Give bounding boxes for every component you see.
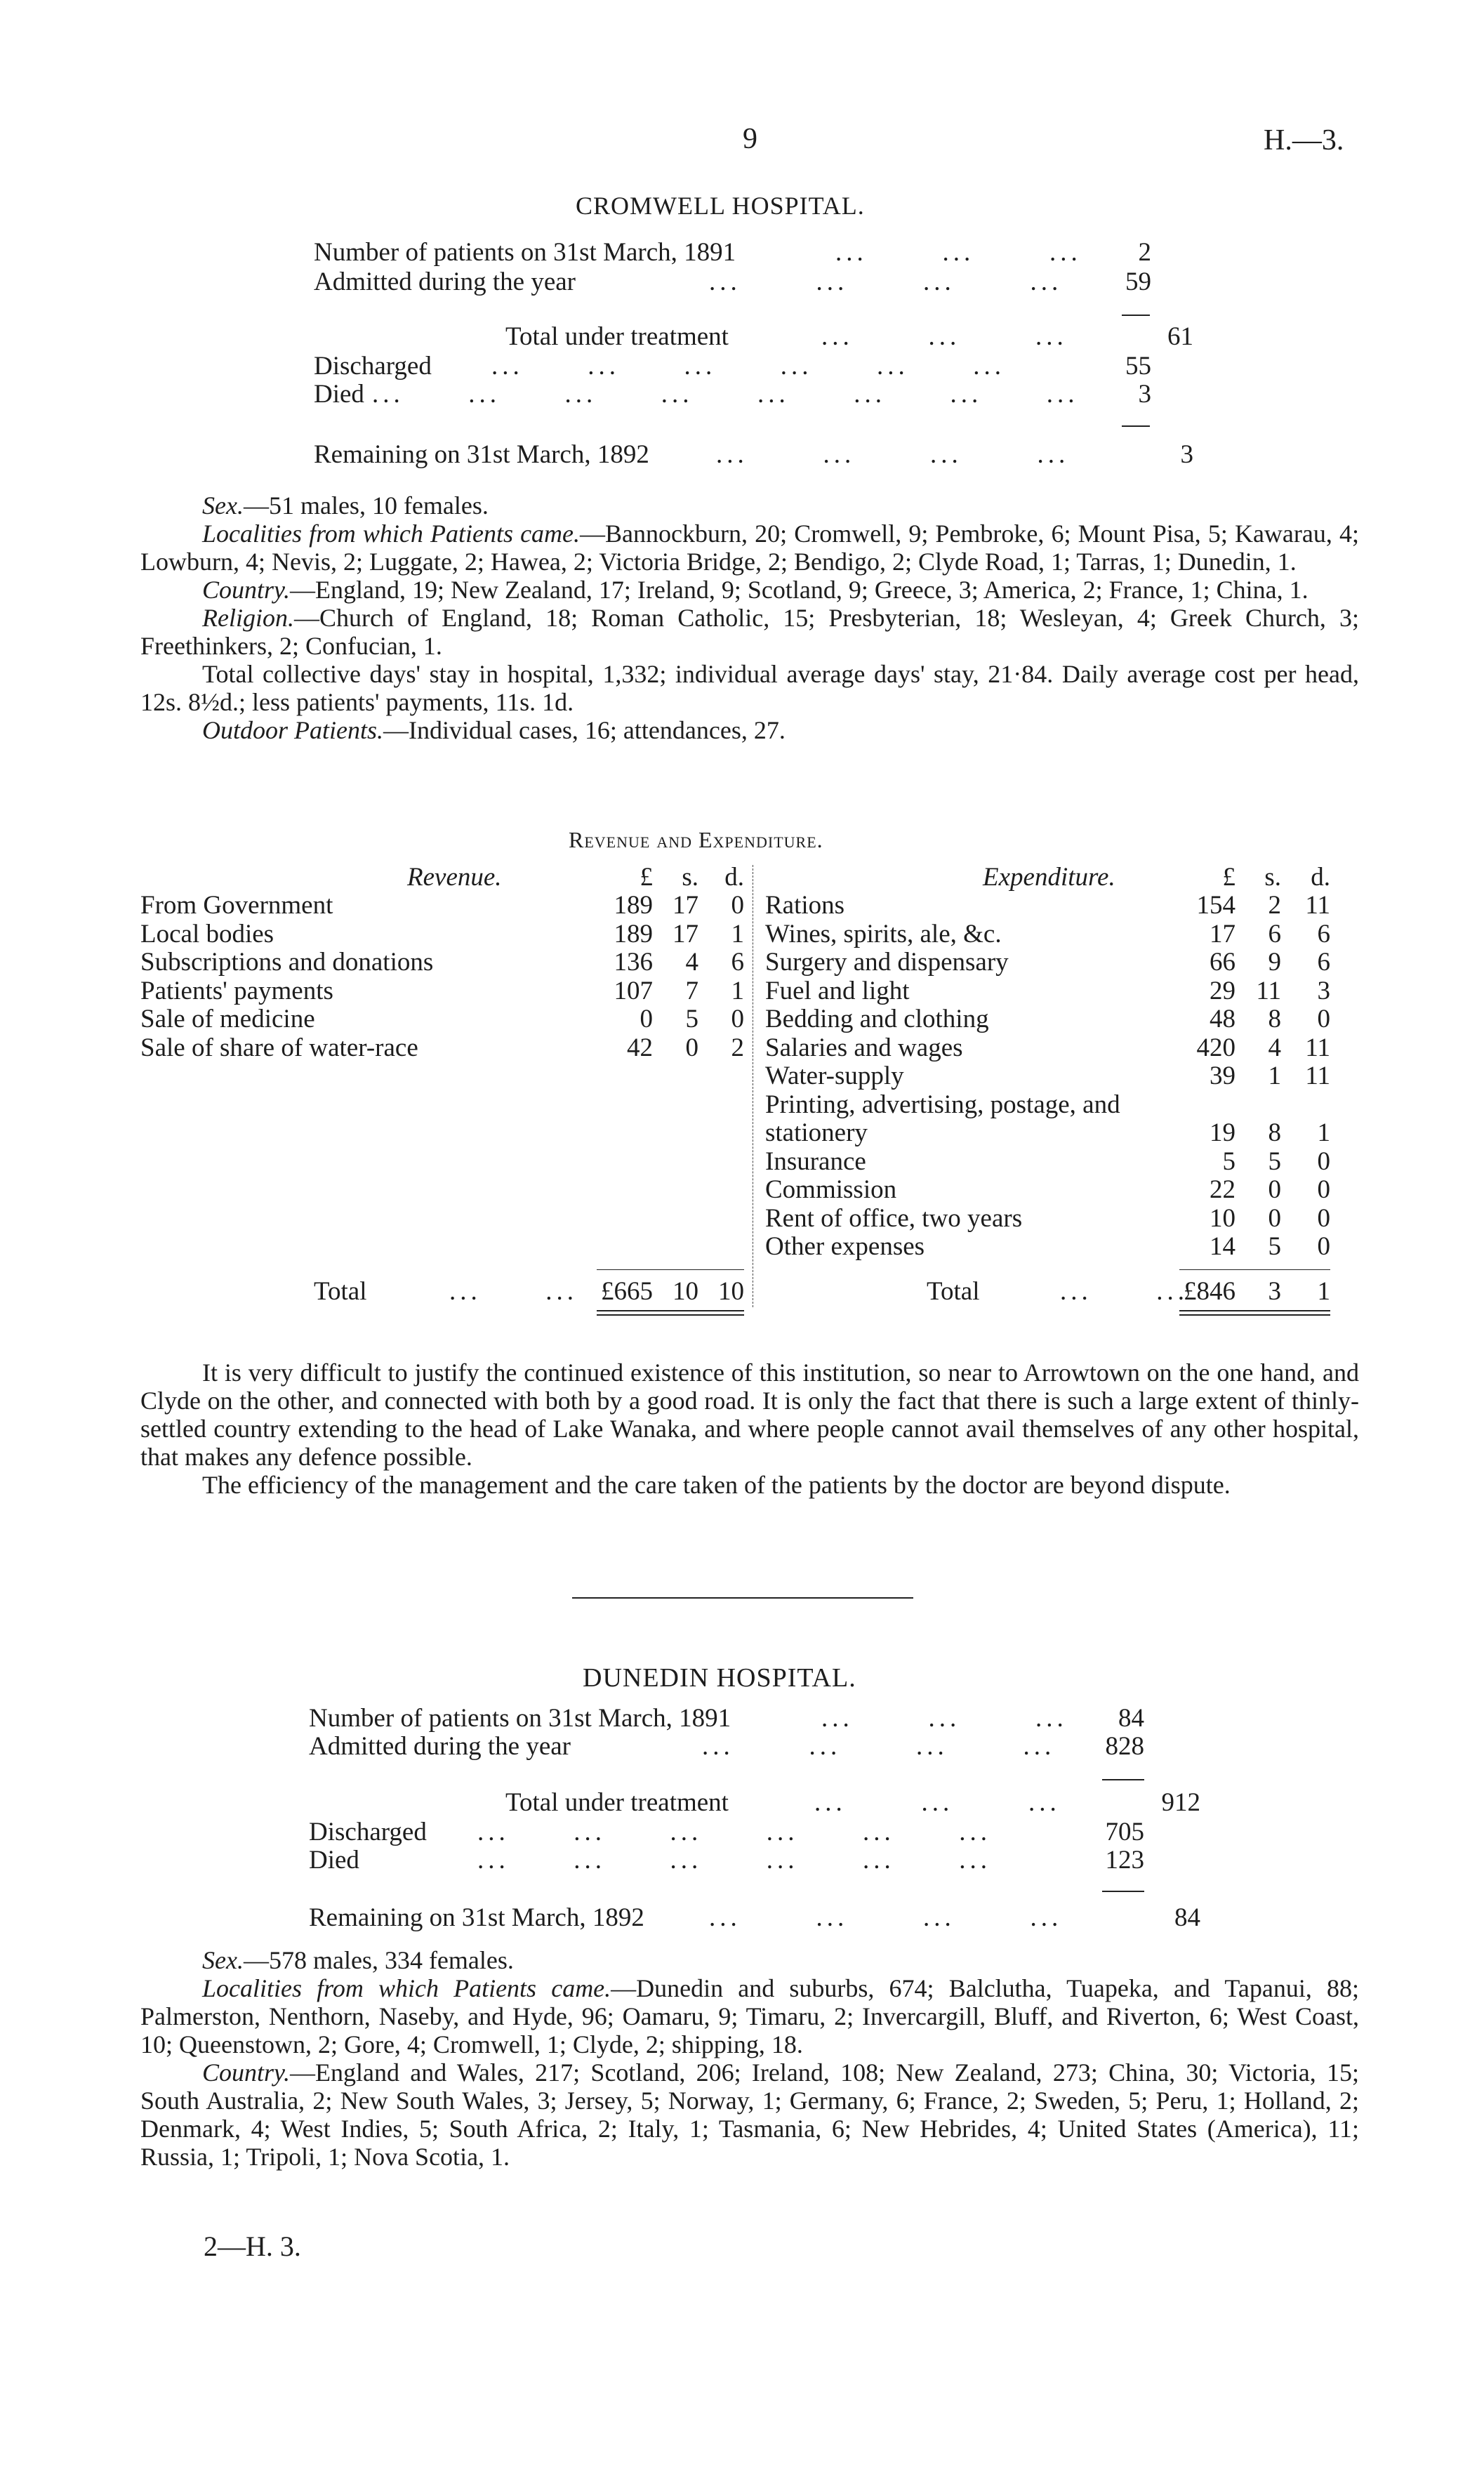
- double-rule: [1179, 1310, 1330, 1316]
- rule: [1122, 315, 1150, 316]
- finance-item-label: Commission: [765, 1175, 897, 1204]
- finance-item-pounds: 42: [627, 1033, 653, 1062]
- stay-paragraph: Total collective days' stay in hospital, 1,332; individual average days' stay, 21·84. Daily average cost per head, 12s. 8½d.; less patients' payments, 11s. 1d.: [140, 660, 1359, 716]
- finance-item-pence: 1: [1317, 1118, 1330, 1147]
- finance-item-label: Printing, advertising, postage, and stationery: [765, 1090, 1120, 1147]
- finance-item-pence: 2: [731, 1033, 744, 1062]
- leader-dots: ... ... ... ... ... ... ... ...: [372, 380, 1079, 409]
- finance-item-label: Sale of medicine: [140, 1005, 315, 1033]
- finance-item-pounds: 39: [1210, 1062, 1235, 1090]
- col-shillings: s.: [1264, 863, 1281, 892]
- stat-total-label: Total under treatment: [505, 322, 729, 351]
- finance-item-shillings: 1: [1268, 1062, 1281, 1090]
- leader-dots: ... ... ... ...: [702, 1732, 1056, 1761]
- revenue-total-label: Total: [314, 1277, 367, 1306]
- remarks-paragraph-1: It is very difficult to justify the continued existence of this institution, so near to Arrowtown on the one hand, and Clyde on the other, and connected with both by a good road. It is only the fact that there is such a large extent of thinly-settled country extending to the head of Lake Wanaka, and where people cannot avail themselves of any other hospital, that makes any defence possible.: [140, 1359, 1359, 1471]
- stat-patients-start-value: 84: [1118, 1704, 1144, 1733]
- col-pounds: £: [640, 863, 653, 892]
- rule: [1102, 1891, 1144, 1892]
- finance-item-pounds: 420: [1196, 1033, 1235, 1062]
- finance-item-pounds: 10: [1210, 1203, 1235, 1233]
- finance-item-label: From Government: [140, 891, 333, 920]
- finance-item-pounds: 66: [1210, 948, 1235, 977]
- finance-item-pounds: 5: [1222, 1146, 1235, 1176]
- sex-paragraph: [140, 491, 1359, 520]
- finance-item-pounds: 14: [1210, 1232, 1235, 1261]
- stat-died-value: 123: [1105, 1846, 1144, 1875]
- outdoor-text: —Individual cases, 16; attendances, 27.: [383, 716, 786, 744]
- finance-item-pence: 11: [1305, 1062, 1330, 1090]
- country-label: Country.: [202, 2058, 291, 2087]
- finance-item-shillings: 11: [1256, 976, 1281, 1005]
- finance-item-shillings: 2: [1268, 891, 1281, 920]
- finance-item-label: Other expenses: [765, 1232, 925, 1261]
- finance-item-shillings: 5: [685, 1005, 698, 1033]
- localities-paragraph: [140, 520, 1359, 576]
- revenue-heading: Revenue.: [407, 863, 502, 892]
- finance-item-pounds: 22: [1210, 1175, 1235, 1204]
- finance-item-label: Fuel and light: [765, 976, 910, 1005]
- sex-label: Sex.: [202, 491, 244, 520]
- country-text: —England and Wales, 217; Scotland, 206; Ireland, 108; New Zealand, 273; China, 30; Victoria, 15; South Australia, 2; New South Wales, 3; Jersey, 5; Norway, 1; Germany, 6; France, 2; Sweden, 5; Peru, 1; Holland, 2; Denmark, 4; West Indies, 5; South Africa, 2; Italy, 1; Tasmania, 6; New Hebrides, 4; United States (America), 11; Russia, 1; Tripoli, 1; Nova Scotia, 1.: [140, 2058, 1359, 2171]
- finance-item-pounds: 107: [614, 976, 653, 1005]
- stat-discharged-label: Discharged: [309, 1818, 427, 1846]
- leader-dots: ... ... ... ...: [709, 1903, 1063, 1932]
- finance-item-pounds: 189: [614, 919, 653, 948]
- expenditure-total-pence: 1: [1317, 1277, 1330, 1306]
- remarks-paragraph-2: The efficiency of the management and the care taken of the patients by the doctor are beyond dispute.: [202, 1471, 1231, 1499]
- finance-item-pounds: 154: [1196, 891, 1235, 920]
- stat-patients-start-label: Number of patients on 31st March, 1891: [309, 1704, 731, 1733]
- finance-item-label: Local bodies: [140, 919, 274, 948]
- leader-dots: ... ... ... ...: [716, 440, 1070, 469]
- stat-patients-start-value: 2: [1138, 238, 1151, 267]
- religion-paragraph: [140, 604, 1359, 660]
- col-pounds: £: [1222, 863, 1235, 892]
- finance-item-pence: 0: [731, 1005, 744, 1033]
- finance-item-label: Water-supply: [765, 1062, 904, 1090]
- leader-dots: ... ... ... ...: [709, 267, 1063, 296]
- localities-paragraph: [140, 1974, 1359, 2058]
- cromwell-remarks: [140, 1359, 1359, 1499]
- finance-item-label: Surgery and dispensary: [765, 948, 1009, 977]
- stat-remaining-value: 3: [1180, 440, 1193, 469]
- finance-item-pence: 6: [1317, 919, 1330, 948]
- finance-item-label: Rent of office, two years: [765, 1203, 1023, 1233]
- expenditure-heading: Expenditure.: [983, 863, 1115, 892]
- finance-item-pence: 11: [1305, 1033, 1330, 1062]
- finance-item-shillings: 4: [685, 948, 698, 977]
- finance-item-pence: 1: [731, 919, 744, 948]
- finance-item-pounds: 17: [1210, 919, 1235, 948]
- rule: [1122, 425, 1150, 427]
- document-ref: H.—3.: [1264, 124, 1344, 157]
- stat-discharged-value: 55: [1125, 352, 1151, 381]
- localities-text: —Dunedin and suburbs, 674; Balclutha, Tuapeka, and Tapanui, 88; Palmerston, Nenthorn, Naseby, and Hyde, 96; Oamaru, 9; Timaru, 2; Invercargill, Bluff, and Riverton, 6; West Coast, 10; Queenstown, 2; Gore, 4; Cromwell, 1; Clyde, 2; shipping, 18.: [140, 1974, 1359, 2058]
- leader-dots: ... ... ... ... ... ...: [491, 352, 1005, 381]
- localities-label: Localities from which Patients came.: [202, 1974, 611, 2002]
- revenue-total-pence: 10: [718, 1277, 744, 1306]
- finance-item-pence: 6: [1317, 948, 1330, 977]
- sex-text: —51 males, 10 females.: [243, 491, 489, 520]
- col-pence: d.: [724, 863, 744, 892]
- religion-text: —Church of England, 18; Roman Catholic, 15; Presbyterian, 18; Wesleyan, 4; Greek Church, 3; Freethinkers, 2; Confucian, 1.: [140, 604, 1359, 660]
- country-text: —England, 19; New Zealand, 17; Ireland, 9; Scotland, 9; Greece, 3; America, 2; France, 1; China, 1.: [290, 576, 1309, 604]
- section-divider: [572, 1597, 913, 1599]
- finance-item-pounds: 19: [1210, 1118, 1235, 1147]
- revenue-total-shillings: 10: [673, 1277, 698, 1306]
- finance-item-shillings: 17: [673, 891, 698, 920]
- finance-item-pounds: 29: [1210, 976, 1235, 1005]
- stat-admitted-label: Admitted during the year: [314, 267, 576, 296]
- stat-died-value: 3: [1138, 380, 1151, 409]
- sex-label: Sex.: [202, 1946, 244, 1974]
- double-rule: [597, 1310, 744, 1316]
- cromwell-title: CROMWELL HOSPITAL.: [576, 192, 865, 220]
- finance-item-pence: 0: [1317, 1203, 1330, 1233]
- finance-item-shillings: 8: [1268, 1005, 1281, 1033]
- finance-item-pence: 0: [1317, 1175, 1330, 1204]
- stat-died-label: Died: [314, 380, 364, 409]
- stat-total-value: 912: [1161, 1788, 1200, 1817]
- outdoor-label: Outdoor Patients.: [202, 716, 383, 744]
- country-paragraph: [140, 2058, 1359, 2171]
- finance-item-shillings: 8: [1268, 1118, 1281, 1147]
- finance-item-pounds: 136: [614, 948, 653, 977]
- finance-item-label: Patients' payments: [140, 976, 333, 1005]
- finance-item-pence: 0: [1317, 1005, 1330, 1033]
- finance-item-label: Rations: [765, 891, 845, 920]
- col-pence: d.: [1311, 863, 1330, 892]
- finance-item-label: Wines, spirits, ale, &c.: [765, 919, 1002, 948]
- finance-item-shillings: 17: [673, 919, 698, 948]
- finance-item-shillings: 7: [685, 976, 698, 1005]
- localities-text: —Bannockburn, 20; Cromwell, 9; Pembroke, 6; Mount Pisa, 5; Kawarau, 4; Lowburn, 4; Nevis, 2; Luggate, 2; Hawea, 2; Victoria Bridge, 2; Bendigo, 2; Clyde Road, 1; Tarras, 1; Dunedin, 1.: [140, 520, 1359, 576]
- finance-item-shillings: 4: [1268, 1033, 1281, 1062]
- stat-total-value: 61: [1167, 322, 1193, 351]
- finance-item-pounds: 48: [1210, 1005, 1235, 1033]
- country-label: Country.: [202, 576, 291, 604]
- stat-discharged-label: Discharged: [314, 352, 432, 381]
- stat-patients-start-label: Number of patients on 31st March, 1891: [314, 238, 736, 267]
- dunedin-details: [140, 1946, 1359, 2171]
- religion-label: Religion.: [202, 604, 294, 632]
- leader-dots: ... ... ...: [821, 322, 1068, 351]
- finance-item-label: Salaries and wages: [765, 1033, 963, 1062]
- leader-dots: ... ... ... ... ... ...: [477, 1818, 991, 1846]
- stat-admitted-value: 828: [1105, 1732, 1144, 1761]
- finance-item-label: Subscriptions and donations: [140, 948, 434, 977]
- stat-discharged-value: 705: [1105, 1818, 1144, 1846]
- dunedin-title: DUNEDIN HOSPITAL.: [583, 1663, 856, 1693]
- stat-died-label: Died: [309, 1846, 359, 1875]
- col-shillings: s.: [682, 863, 698, 892]
- leader-dots: ... ... ...: [835, 238, 1082, 267]
- finance-item-label: Sale of share of water-race: [140, 1033, 418, 1062]
- expenditure-total-label: Total: [927, 1277, 980, 1306]
- sex-paragraph: [140, 1946, 1359, 1974]
- finance-item-pence: 0: [1317, 1146, 1330, 1176]
- cromwell-details: [140, 491, 1359, 744]
- finance-item-pence: 11: [1305, 891, 1330, 920]
- finance-item-pence: 0: [731, 891, 744, 920]
- sex-text: —578 males, 334 females.: [243, 1946, 514, 1974]
- outdoor-paragraph: [140, 716, 1359, 744]
- leader-dots: ... ... ... ... ... ...: [477, 1846, 991, 1875]
- finance-item-shillings: 0: [1268, 1203, 1281, 1233]
- expenditure-total-shillings: 3: [1268, 1277, 1281, 1306]
- stat-admitted-value: 59: [1125, 267, 1151, 296]
- stat-total-label: Total under treatment: [505, 1788, 729, 1817]
- finance-item-label: Insurance: [765, 1146, 866, 1176]
- stat-remaining-value: 84: [1174, 1903, 1200, 1932]
- rule: [597, 1269, 744, 1270]
- localities-label: Localities from which Patients came.: [202, 520, 581, 548]
- finance-item-shillings: 0: [1268, 1175, 1281, 1204]
- finance-item-pounds: 0: [640, 1005, 653, 1033]
- finance-item-pence: 6: [731, 948, 744, 977]
- page-number: 9: [743, 123, 757, 155]
- stat-remaining-label: Remaining on 31st March, 1892: [309, 1903, 644, 1932]
- finance-item-shillings: 9: [1268, 948, 1281, 977]
- leader-dots: ... ... ...: [814, 1788, 1061, 1817]
- leader-dots: ... ... ...: [821, 1704, 1068, 1733]
- finance-item-shillings: 0: [685, 1033, 698, 1062]
- finance-item-pence: 1: [731, 976, 744, 1005]
- stat-admitted-label: Admitted during the year: [309, 1732, 571, 1761]
- country-paragraph: [140, 576, 1359, 604]
- stat-remaining-label: Remaining on 31st March, 1892: [314, 440, 649, 469]
- signature-mark: 2—H. 3.: [204, 2230, 301, 2262]
- finance-item-shillings: 5: [1268, 1146, 1281, 1176]
- rule: [1179, 1269, 1330, 1270]
- leader-dots: ... ...: [1060, 1277, 1188, 1306]
- rule: [1102, 1779, 1144, 1780]
- expenditure-total-pounds: £846: [1184, 1277, 1235, 1306]
- revenue-total-pounds: £665: [601, 1277, 653, 1306]
- finance-item-pence: 3: [1317, 976, 1330, 1005]
- finance-item-shillings: 5: [1268, 1232, 1281, 1261]
- finance-item-pence: 0: [1317, 1232, 1330, 1261]
- finance-item-label: Bedding and clothing: [765, 1005, 989, 1033]
- finance-item-pounds: 189: [614, 891, 653, 920]
- finance-title: Revenue and Expenditure.: [569, 827, 823, 852]
- leader-dots: ... ...: [449, 1277, 578, 1306]
- finance-item-shillings: 6: [1268, 919, 1281, 948]
